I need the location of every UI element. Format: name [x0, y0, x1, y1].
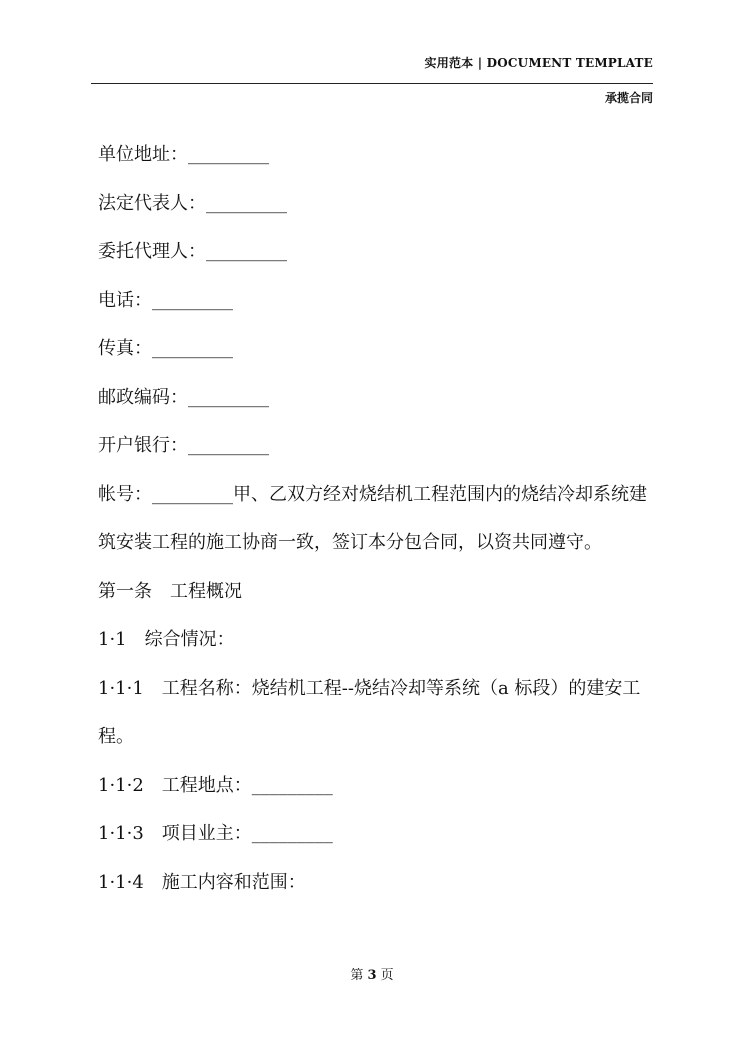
page-number: 3	[367, 968, 377, 983]
field-fax: 传真：_________	[98, 338, 233, 359]
header-divider	[91, 83, 653, 84]
clause-1-1-3: 1·1·3 项目业主：_________	[98, 823, 333, 844]
clause-1-1-1: 1·1·1 工程名称：烧结机工程--烧结冷却等系统（a 标段）的建安工程。	[98, 677, 641, 747]
page-footer	[0, 964, 744, 983]
document-body	[98, 131, 658, 907]
field-account-and-preamble: 帐号：_________甲、乙双方经对烧结机工程范围内的烧结冷却系统建筑安装工程的施工协商一致，签订本分包合同，以资共同遵守。	[98, 483, 647, 553]
field-phone: 电话：_________	[98, 289, 233, 311]
field-legal-representative: 法定代表人：_________	[98, 192, 287, 214]
document-title: 承揽合同	[604, 91, 653, 105]
field-unit-address: 单位地址：_________	[98, 144, 269, 165]
document-type-label: 实用范本 | DOCUMENT TEMPLATE	[424, 56, 653, 70]
page-suffix: 页	[380, 968, 394, 983]
clause-1-1-2: 1·1·2 工程地点：_________	[98, 774, 333, 796]
field-postal-code: 邮政编码：_________	[98, 386, 269, 408]
article-one-heading: 第一条 工程概况	[98, 580, 242, 602]
clause-1-1-4: 1·1·4 施工内容和范围：	[98, 871, 306, 893]
field-bank: 开户银行：_________	[98, 435, 269, 456]
field-authorized-agent: 委托代理人：_________	[98, 241, 287, 262]
clause-1-1: 1·1 综合情况：	[98, 629, 235, 650]
page-prefix: 第	[350, 968, 364, 983]
